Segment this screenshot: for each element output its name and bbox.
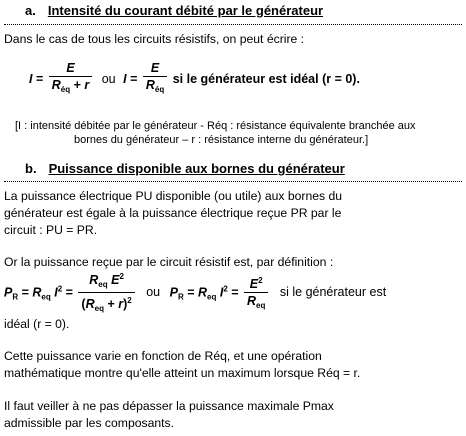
section-b-p1-line2: générateur est égale à la puissance électrique reçue PR par le	[4, 206, 342, 220]
section-b-number: b.	[25, 161, 37, 176]
formula-power: $P_R = R_{eq}$ $I^2$ = $\frac{R_{eq} E^2}{(R_{eq} + r)^2}$ ou $P_R = R_{eq}$ $I^2$ = $\frac{E^2}{R_{eq}}$ si le générateur est	[4, 270, 386, 316]
section-b-divider	[4, 181, 462, 182]
section-b-p3-line1: Cette puissance varie en fonction de Réq, et une opération	[4, 349, 322, 363]
section-a-number: a.	[25, 3, 36, 18]
section-b-p4-line1: Il faut veiller à ne pas dépasser la puissance maximale Pmax	[4, 399, 334, 413]
formula-current: I = $\frac{E}{R_{éq} + r}$ ou I = $\frac{E}{R_{éq}}$ si le générateur est idéal (r = 0).	[29, 62, 360, 97]
section-a-divider	[4, 24, 462, 25]
formula-current-condition: si le générateur est idéal (r = 0).	[172, 71, 360, 86]
section-a-heading	[25, 3, 323, 18]
section-b-p1-line1: La puissance électrique PU disponible (ou utile) aux bornes du	[4, 189, 343, 203]
section-b-title: Puissance disponible aux bornes du générateur	[48, 161, 345, 176]
formula-power-or: ou	[146, 285, 161, 300]
formula-power-condition: si le générateur est	[279, 285, 387, 300]
section-b-heading	[25, 161, 345, 176]
section-b-p4-line2: admissible par les composants.	[4, 416, 175, 430]
section-a-intro: Dans le cas de tous les circuits résistifs, on peut écrire :	[4, 32, 305, 46]
section-b-p3-line2: mathématique montre qu'elle atteint un maximum lorsque Réq = r.	[4, 366, 361, 380]
section-b-p2-line3: idéal (r = 0).	[4, 317, 70, 331]
section-b-p2-line1: Or la puissance reçue par le circuit résistif est, par définition :	[4, 255, 334, 269]
formula-current-or: ou	[101, 71, 116, 86]
section-b-p1-line3: circuit : PU = PR.	[4, 223, 98, 237]
section-a-note-2: bornes du générateur – r : résistance interne du générateur.]	[74, 134, 369, 146]
section-a-title: Intensité du courant débité par le générateur	[47, 3, 324, 18]
section-a-note-1: [I : intensité débitée par le générateur - Réq : résistance équivalente branchée aux	[15, 120, 416, 132]
